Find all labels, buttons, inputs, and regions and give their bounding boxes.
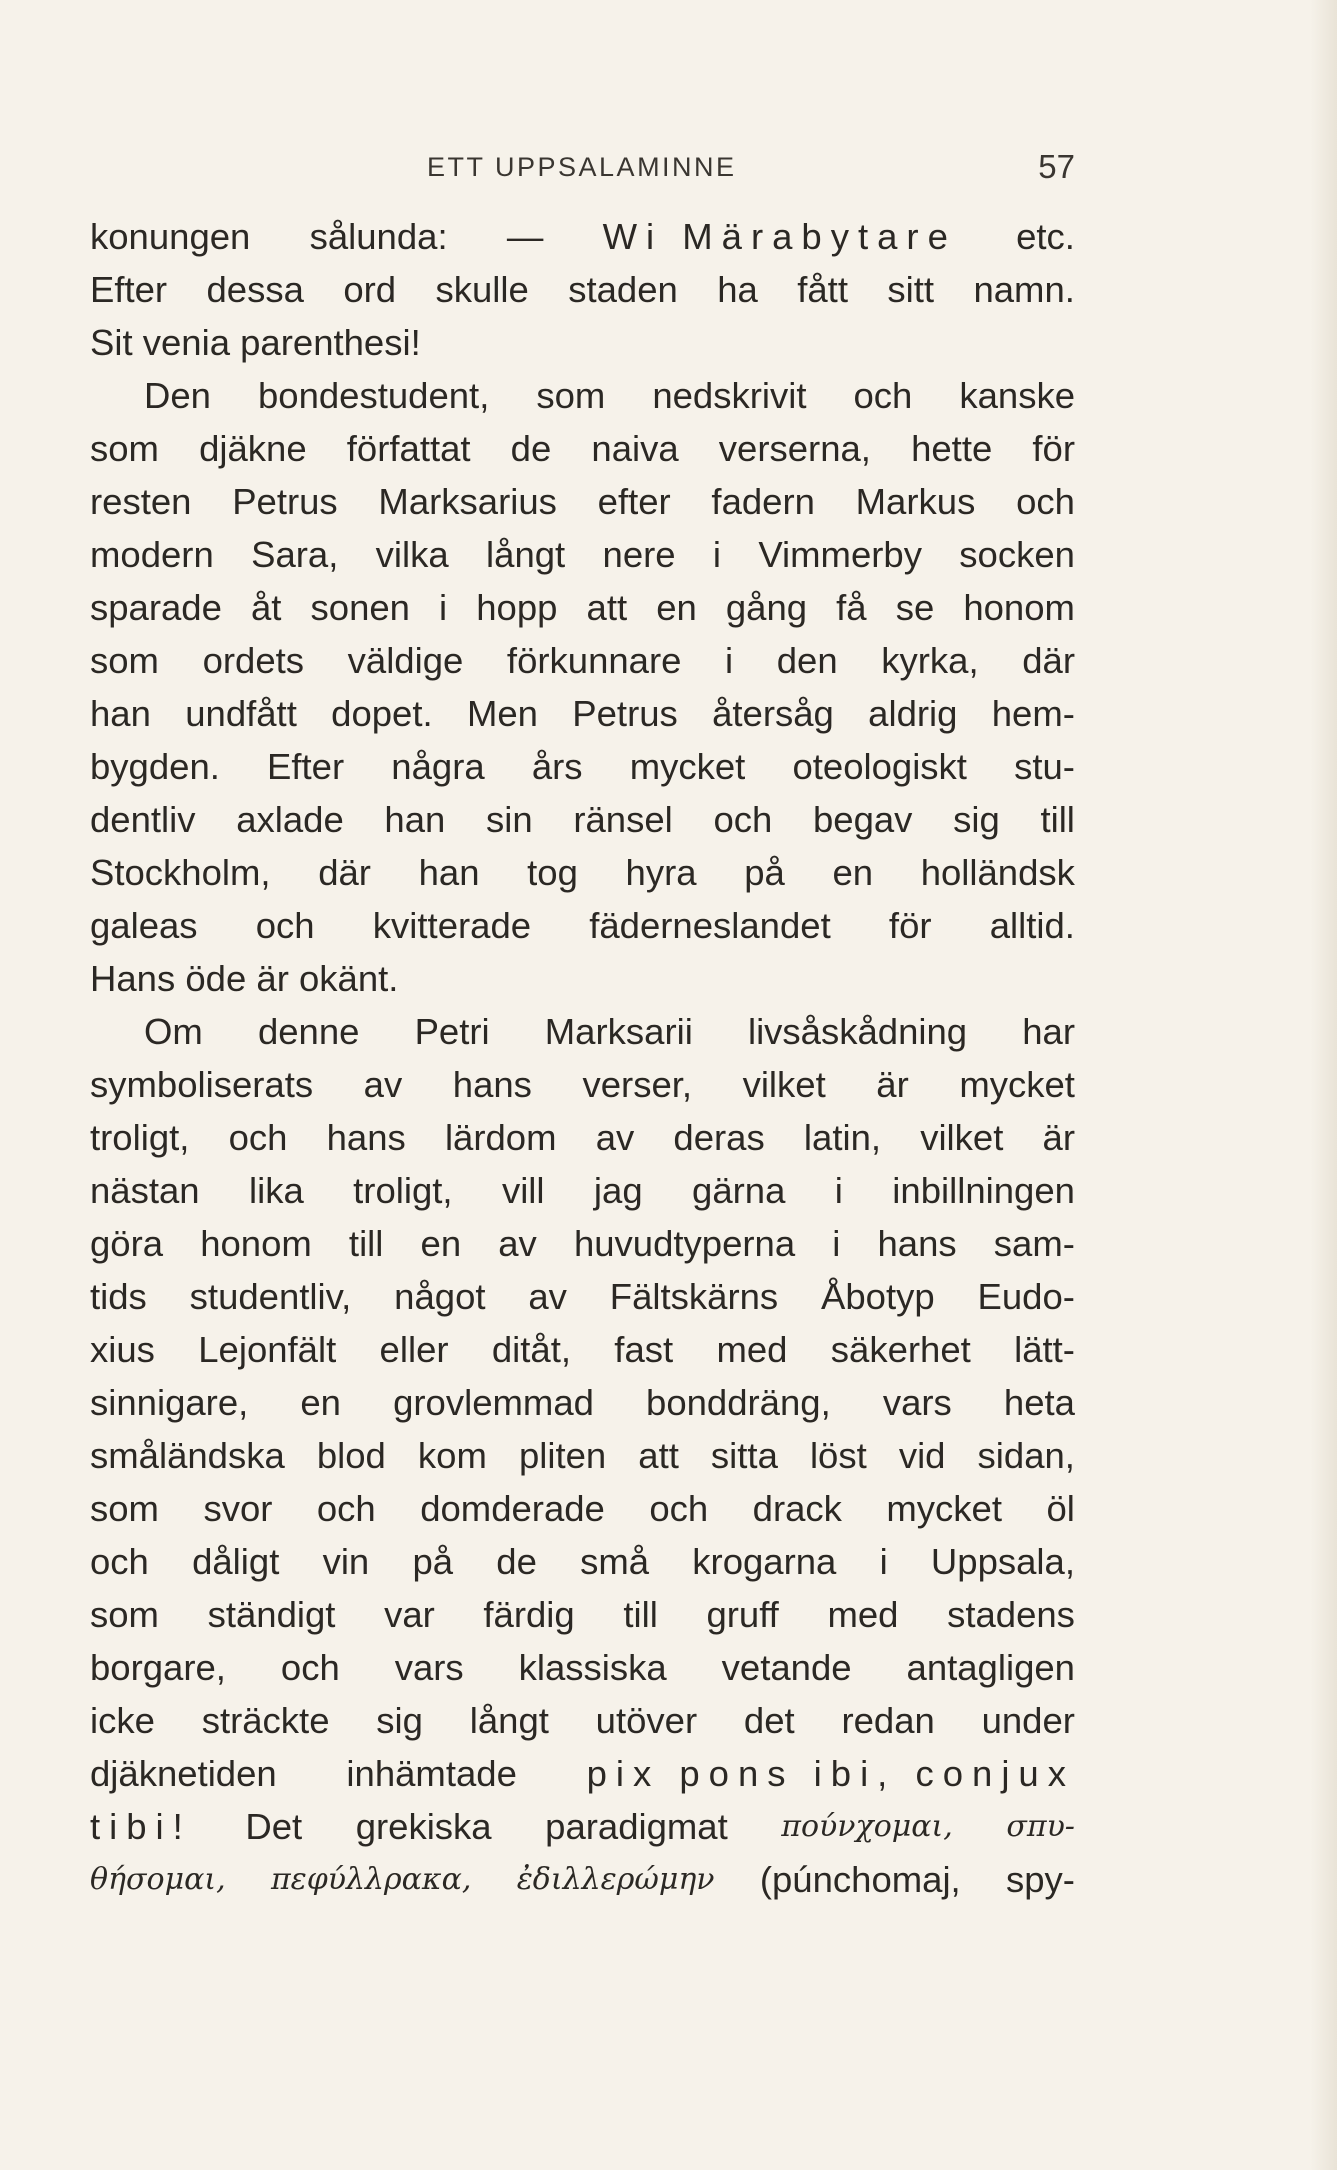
word: något [394, 1276, 486, 1317]
word: verser, [582, 1064, 693, 1105]
word: galeas [90, 905, 198, 946]
word: ἐδιλλερώμην [516, 1862, 715, 1897]
word: som [90, 1594, 159, 1635]
word: honom [200, 1223, 312, 1264]
word: där [1022, 640, 1075, 681]
word: på [744, 852, 785, 893]
word: långt [469, 1700, 549, 1741]
word: latin, [803, 1117, 882, 1158]
word: nedskrivit [652, 375, 807, 416]
word: av [595, 1117, 635, 1158]
word: pliten [518, 1435, 607, 1476]
word: som [90, 640, 159, 681]
word: gärna [692, 1170, 786, 1211]
text-line [90, 316, 1075, 369]
word: nere [602, 534, 676, 575]
text-line [90, 1323, 1075, 1376]
word: fast [614, 1329, 674, 1370]
word: vin [322, 1541, 370, 1582]
word: etc. [1016, 216, 1075, 257]
text-line [90, 899, 1075, 952]
text-line [90, 740, 1075, 793]
word: på [412, 1541, 454, 1582]
word: resten [90, 481, 192, 522]
word: Fältskärns [609, 1276, 779, 1317]
word: i [439, 587, 448, 628]
word: att [586, 587, 628, 628]
word: Den [144, 375, 211, 416]
word: honom [963, 587, 1075, 628]
word: verserna, [718, 428, 871, 469]
word: (púnchomaj, [759, 1859, 961, 1900]
text-line [90, 1058, 1075, 1111]
text-line [90, 952, 1075, 1005]
word: spy- [1006, 1859, 1075, 1900]
word: bondestudent, [257, 375, 490, 416]
word: i [834, 1170, 843, 1211]
word: och [90, 1541, 149, 1582]
word: sig [376, 1700, 423, 1741]
word: fäderneslandet [589, 905, 831, 946]
word: konungen [90, 216, 251, 257]
word: få [836, 587, 867, 628]
word: troligt, [353, 1170, 453, 1211]
word: stu- [1014, 746, 1075, 787]
word: med [716, 1329, 788, 1370]
word: troligt, [90, 1117, 190, 1158]
word: icke [90, 1700, 155, 1741]
word: en [832, 852, 874, 893]
word: i [879, 1541, 888, 1582]
word: bonddräng, [646, 1382, 831, 1423]
word: efter [597, 481, 671, 522]
word: Eudo- [977, 1276, 1075, 1317]
word: Uppsala, [930, 1541, 1075, 1582]
word: sinnigare, [90, 1382, 249, 1423]
word: antagligen [906, 1647, 1075, 1688]
word: det [743, 1700, 795, 1741]
word: den [776, 640, 838, 681]
word: för [1032, 428, 1075, 469]
word: Efter [267, 746, 345, 787]
word: av [363, 1064, 403, 1105]
word: xius [90, 1329, 155, 1370]
word: utöver [595, 1700, 698, 1741]
word: mycket [629, 746, 746, 787]
word: och [228, 1117, 288, 1158]
word: Petrus [232, 481, 338, 522]
text-line [90, 1641, 1075, 1694]
word: holländsk [920, 852, 1075, 893]
text-line [90, 1111, 1075, 1164]
word: och [280, 1647, 340, 1688]
word: sonen [310, 587, 410, 628]
word: vill [501, 1170, 545, 1211]
word: socken [959, 534, 1075, 575]
word: hyra [625, 852, 697, 893]
word: heta [1003, 1382, 1075, 1423]
word: grekiska [355, 1806, 492, 1847]
running-head-title: ETT UPPSALAMINNE [427, 152, 737, 182]
word: vilket [742, 1064, 826, 1105]
text-line [90, 1217, 1075, 1270]
word: redan [841, 1700, 935, 1741]
body-text [90, 210, 1075, 1906]
word: som [536, 375, 606, 416]
word: naiva [591, 428, 679, 469]
word: kanske [959, 375, 1075, 416]
word: års [531, 746, 583, 787]
word: färdig [483, 1594, 575, 1635]
word: en [656, 587, 697, 628]
word: och [853, 375, 913, 416]
word: symboliserats [90, 1064, 314, 1105]
word: livsåskådning [747, 1011, 968, 1052]
word: löst [809, 1435, 867, 1476]
word: gruff [706, 1594, 779, 1635]
word: var [384, 1594, 435, 1635]
word: han [384, 799, 446, 840]
word: och [649, 1488, 709, 1529]
word: fått [797, 269, 848, 310]
word: vid [898, 1435, 946, 1476]
word: av [528, 1276, 567, 1317]
word: i [725, 640, 734, 681]
text-line [90, 1482, 1075, 1535]
word: klassiska [518, 1647, 667, 1688]
text-line [90, 846, 1075, 899]
word: vetande [721, 1647, 852, 1688]
word: sträckte [201, 1700, 330, 1741]
text-line [90, 369, 1075, 422]
word: vilka [375, 534, 449, 575]
word: tids [90, 1276, 147, 1317]
word: axlade [236, 799, 344, 840]
word: Wi Märabytare [602, 216, 957, 257]
word: Det [245, 1806, 303, 1847]
word: hopp [476, 587, 558, 628]
word: jag [593, 1170, 643, 1211]
word: staden [568, 269, 678, 310]
word: hette [911, 428, 993, 469]
word: har [1022, 1011, 1075, 1052]
word: åt [250, 587, 282, 628]
word: domderade [420, 1488, 605, 1529]
word: långt [486, 534, 566, 575]
word: Hans öde är okänt. [90, 958, 399, 999]
text-line [90, 1800, 1075, 1853]
word: och [1016, 481, 1075, 522]
word: dopet. [331, 693, 433, 734]
text-line [90, 1005, 1075, 1058]
word: Marksarius [378, 481, 557, 522]
word: ständigt [207, 1594, 336, 1635]
word: återsåg [712, 693, 834, 734]
word: sin [486, 799, 533, 840]
word: tog [527, 852, 578, 893]
word: Men [466, 693, 538, 734]
word: författat [346, 428, 471, 469]
word: sitta [710, 1435, 778, 1476]
word: lätt- [1014, 1329, 1075, 1370]
word: inbillningen [892, 1170, 1075, 1211]
word: Petrus [572, 693, 678, 734]
word: är [876, 1064, 909, 1105]
page-number: 57 [1038, 148, 1075, 185]
word: en [420, 1223, 462, 1264]
word: vilket [920, 1117, 1004, 1158]
text-line [90, 687, 1075, 740]
word: mycket [959, 1064, 1075, 1105]
word: till [1040, 799, 1075, 840]
word: Stockholm, [90, 852, 271, 893]
word: hem- [991, 693, 1075, 734]
word: σπυ- [1006, 1809, 1075, 1844]
word: de [510, 428, 552, 469]
word: och [713, 799, 773, 840]
word: borgare, [90, 1647, 226, 1688]
word: Markus [855, 481, 976, 522]
word: hans [452, 1064, 532, 1105]
word: djäkne [199, 428, 307, 469]
word: kvitterade [372, 905, 532, 946]
word: där [318, 852, 371, 893]
text-line [90, 581, 1075, 634]
word: till [623, 1594, 658, 1635]
word: sam- [993, 1223, 1075, 1264]
word: deras [673, 1117, 765, 1158]
word: lärdom [444, 1117, 557, 1158]
word: Lejonfält [198, 1329, 337, 1370]
word: πεφύλλρακα, [270, 1862, 472, 1897]
word: är [1042, 1117, 1075, 1158]
word: blod [316, 1435, 386, 1476]
word: sitt [887, 269, 935, 310]
word: han [418, 852, 480, 893]
word: modern [90, 534, 214, 575]
word: Åbotyp [821, 1276, 935, 1317]
text-line [90, 1694, 1075, 1747]
text-line [90, 1270, 1075, 1323]
word: i [712, 534, 722, 575]
word: ditåt, [491, 1329, 571, 1370]
word: skulle [435, 269, 529, 310]
word: öl [1046, 1488, 1075, 1529]
text-line [90, 422, 1075, 475]
word: nästan [90, 1170, 200, 1211]
word: mycket [886, 1488, 1003, 1529]
word: paradigmat [545, 1806, 728, 1847]
word: aldrig [868, 693, 958, 734]
word: hans [877, 1223, 957, 1264]
word: hans [326, 1117, 406, 1158]
text-line [90, 1853, 1075, 1906]
word: eller [379, 1329, 449, 1370]
text-line [90, 793, 1075, 846]
word: svor [203, 1488, 273, 1529]
word: drack [752, 1488, 842, 1529]
word: under [981, 1700, 1075, 1741]
running-head [90, 150, 1075, 190]
word: sig [953, 799, 1000, 840]
word: begav [812, 799, 913, 840]
word: vars [394, 1647, 464, 1688]
word: inhämtade [346, 1753, 517, 1794]
word: dessa [206, 269, 304, 310]
word: bygden. [90, 746, 220, 787]
word: småländska [90, 1435, 285, 1476]
word: fadern [711, 481, 815, 522]
text-line [90, 1535, 1075, 1588]
word: — [506, 216, 544, 257]
word: förkunnare [506, 640, 682, 681]
word: några [391, 746, 485, 787]
text-line [90, 1429, 1075, 1482]
word: sålunda: [309, 216, 448, 257]
text-line [90, 528, 1075, 581]
word: ha [717, 269, 758, 310]
text-line [90, 1747, 1075, 1800]
text-line [90, 634, 1075, 687]
word: studentliv, [189, 1276, 352, 1317]
word: med [827, 1594, 899, 1635]
word: θήσομαι, [90, 1862, 226, 1897]
word: som [90, 1488, 159, 1529]
word: namn. [973, 269, 1075, 310]
word: ränsel [573, 799, 673, 840]
word: undfått [185, 693, 297, 734]
word: väldige [347, 640, 464, 681]
word: i [832, 1223, 841, 1264]
word: av [498, 1223, 537, 1264]
text-line [90, 210, 1075, 263]
word: säkerhet [830, 1329, 971, 1370]
word: Om [144, 1011, 203, 1052]
word: en [300, 1382, 341, 1423]
word: Petri [414, 1011, 490, 1052]
word: krogarna [692, 1541, 837, 1582]
word: kom [417, 1435, 487, 1476]
word: för [888, 905, 932, 946]
word: och [316, 1488, 376, 1529]
text-line [90, 1164, 1075, 1217]
word: Sara, [251, 534, 339, 575]
word: denne [257, 1011, 360, 1052]
word: Vimmerby [758, 534, 922, 575]
word: grovlemmad [393, 1382, 594, 1423]
word: Sit venia parenthesi! [90, 322, 421, 363]
word: att [638, 1435, 679, 1476]
word: Efter [90, 269, 168, 310]
text-line [90, 475, 1075, 528]
word: och [255, 905, 315, 946]
word: kyrka, [881, 640, 979, 681]
word: alltid. [989, 905, 1075, 946]
word: dentliv [90, 799, 196, 840]
word: de [496, 1541, 537, 1582]
word: pix pons ibi, conjux [586, 1753, 1075, 1794]
word: han [90, 693, 151, 734]
word: lika [248, 1170, 304, 1211]
word: huvudtyperna [573, 1223, 796, 1264]
word: Marksarii [544, 1011, 693, 1052]
word: små [580, 1541, 650, 1582]
text-line [90, 1588, 1075, 1641]
text-line [90, 263, 1075, 316]
word: ordets [202, 640, 305, 681]
word: stadens [947, 1594, 1075, 1635]
word: sidan, [977, 1435, 1075, 1476]
word: dåligt [192, 1541, 280, 1582]
word: göra [90, 1223, 164, 1264]
word: sparade [90, 587, 222, 628]
word: vars [882, 1382, 952, 1423]
word: djäknetiden [90, 1753, 277, 1794]
word: πούνχομαι, [781, 1809, 953, 1844]
text-line [90, 1376, 1075, 1429]
page-edge [1310, 0, 1337, 2170]
word: gång [725, 587, 808, 628]
word: till [348, 1223, 384, 1264]
word: ord [343, 269, 397, 310]
word: tibi! [90, 1806, 192, 1847]
word: oteologiskt [792, 746, 967, 787]
word: se [895, 587, 935, 628]
word: som [90, 428, 159, 469]
